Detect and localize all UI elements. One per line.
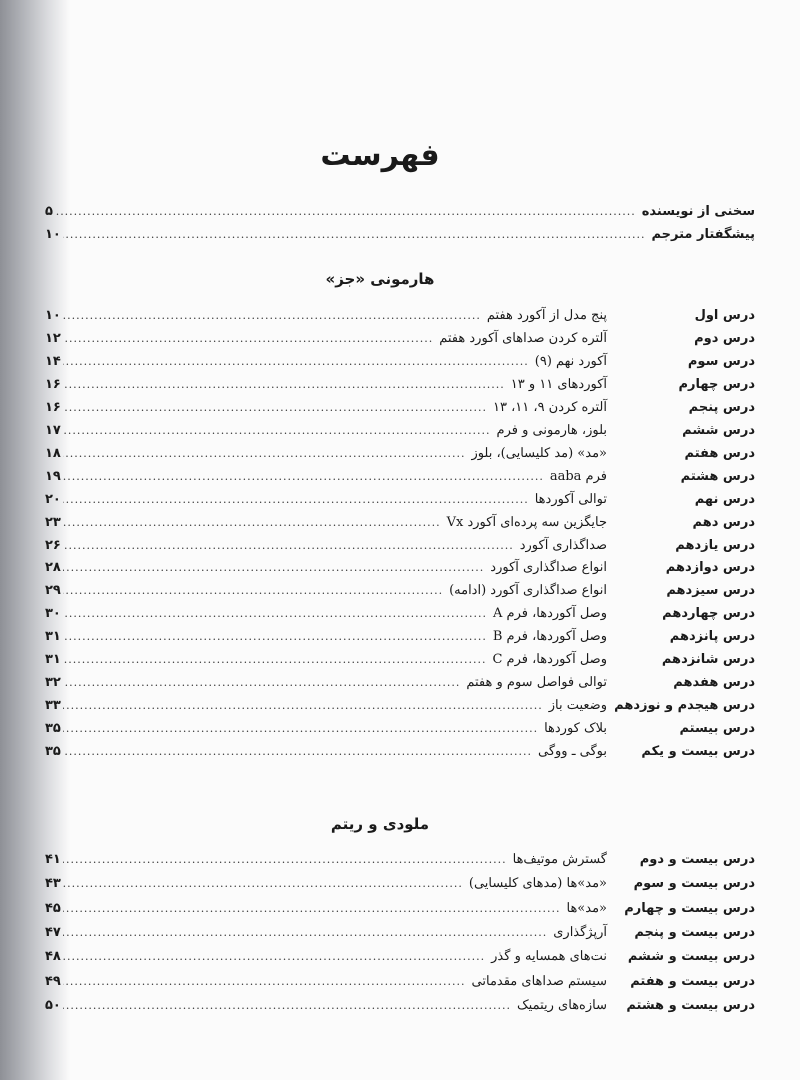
page-number: ۲۳ [45,515,61,530]
lesson-label: درس اول [694,308,755,323]
lesson-label: درس یازدهم [675,538,755,553]
toc-entry [45,375,755,395]
page-number: ۴۸ [45,949,61,964]
toc-entry [45,696,755,716]
dot-leader [63,444,466,464]
dot-leader [63,329,433,349]
page-number: ۱۰ [45,308,61,323]
lesson-topic: آلتره کردن ۹، ۱۱، ۱۳ [492,400,607,415]
dot-leader [63,996,511,1016]
lesson-topic: انواع صداگذاری آکورد (ادامه) [449,583,607,598]
dot-leader [63,375,505,395]
toc-entry [45,996,755,1016]
lesson-label: درس سیزدهم [666,583,755,598]
dot-leader [63,306,481,326]
page-number: ۲۹ [45,583,61,598]
dot-leader [55,202,636,222]
lesson-label: درس بیست و سوم [633,876,755,891]
page-number: ۲۶ [45,538,61,553]
dot-leader [63,467,544,487]
preface-entry [45,202,755,222]
lesson-topic: گسترش موتیف‌ها [512,852,607,867]
dot-leader [63,742,532,762]
dot-leader [63,923,547,943]
toc-entry [45,329,755,349]
lesson-topic: «مد»ها [566,901,607,916]
toc-entry [45,923,755,943]
lesson-label: درس نهم [694,492,755,507]
dot-leader [63,536,514,556]
preface-label: سخنی از نویسنده [641,204,755,219]
dot-leader [63,850,507,870]
toc-entry [45,899,755,919]
page-number: ۵ [45,204,53,219]
page-number: ۴۹ [45,974,61,989]
toc-entry [45,874,755,894]
page-number: ۴۱ [45,852,61,867]
toc-entry [45,742,755,762]
lesson-topic: انواع صداگذاری آکورد [490,560,607,575]
lesson-topic: وضعیت باز [548,698,607,713]
page-number: ۴۳ [45,876,61,891]
dot-leader [63,650,487,670]
page-number: ۱۲ [45,331,61,346]
toc-entry [45,444,755,464]
toc-entry [45,306,755,326]
lesson-label: درس ششم [682,423,755,438]
lesson-topic: «مد» (مد کلیسایی)، بلوز [471,446,607,461]
dot-leader [63,947,485,967]
toc-entry [45,398,755,418]
page-number: ۱۹ [45,469,61,484]
lesson-topic: وصل آکوردها، فرم B [492,629,607,644]
lesson-label: درس چهارم [678,377,755,392]
lesson-topic: بوگی ـ ووگی [537,744,607,759]
lesson-label: درس بیست و هفتم [630,974,755,989]
lesson-label: درس پانزدهم [669,629,755,644]
dot-leader [63,604,487,624]
lesson-label: درس دوم [694,331,755,346]
toc-entry [45,467,755,487]
page-number: ۳۲ [45,675,61,690]
lesson-label: درس بیست و چهارم [624,901,755,916]
toc-entry [45,673,755,693]
lesson-topic: آکوردهای ۱۱ و ۱۳ [510,377,607,392]
dot-leader [63,398,487,418]
page-number: ۱۶ [45,377,61,392]
lesson-label: درس شانزدهم [661,652,755,667]
toc-entry [45,650,755,670]
lesson-label: درس بیستم [679,721,755,736]
lesson-topic: توالی فواصل سوم و هفتم [466,675,607,690]
page-number: ۲۰ [45,492,61,507]
preface-label: پیشگفتار مترجم [651,227,755,242]
lesson-label: درس بیست و ششم [627,949,755,964]
page-number: ۱۸ [45,446,61,461]
page-number: ۱۴ [45,354,61,369]
toc-entry [45,604,755,624]
preface-entry [45,225,755,245]
lesson-topic: «مد»ها (مدهای کلیسایی) [468,876,607,891]
page-number: ۱۰ [45,227,61,242]
lesson-label: درس دوازدهم [665,560,755,575]
page-number: ۲۸ [45,560,61,575]
page-number: ۳۳ [45,698,61,713]
lesson-label: درس بیست و پنجم [634,925,755,940]
toc-entry [45,558,755,578]
lesson-topic: پنج مدل از آکورد هفتم [486,308,607,323]
dot-leader [63,627,487,647]
page-number: ۳۵ [45,744,61,759]
lesson-topic: توالی آکوردها [534,492,607,507]
section-heading: هارمونی «جز» [325,270,435,288]
section-heading: ملودی و ریتم [330,815,430,833]
toc-entry [45,972,755,992]
toc-entry [45,513,755,533]
toc-entry [45,490,755,510]
lesson-topic: صداگذاری آکورد [519,538,607,553]
dot-leader [63,719,538,739]
lesson-topic: آکورد نهم (۹) [534,354,607,369]
lesson-topic: جایگزین سه پرده‌ای آکورد Vx [446,515,607,530]
dot-leader [63,513,441,533]
page-number: ۴۷ [45,925,61,940]
lesson-topic: نت‌های همسایه و گذر [491,949,607,964]
page-number: ۳۰ [45,606,61,621]
lesson-label: درس دهم [692,515,755,530]
toc-entry [45,536,755,556]
lesson-label: درس چهاردهم [662,606,755,621]
dot-leader [63,225,646,245]
lesson-label: درس هشتم [680,469,755,484]
toc-entry [45,947,755,967]
dot-leader [63,558,484,578]
lesson-topic: آلتره کردن صداهای آکورد هفتم [439,331,607,346]
lesson-topic: سیستم صداهای مقدماتی [471,974,607,989]
lesson-label: درس هفتم [684,446,755,461]
toc-entry [45,421,755,441]
page-number: ۵۰ [45,998,61,1013]
page-number: ۳۵ [45,721,61,736]
dot-leader [63,352,529,372]
lesson-topic: بلاک کوردها [544,721,607,736]
lesson-label: درس سوم [687,354,755,369]
page-number: ۱۷ [45,423,61,438]
toc-entry [45,850,755,870]
lesson-label: درس هیجدم و نوزدهم [614,698,755,713]
dot-leader [63,972,466,992]
lesson-label: درس بیست و دوم [639,852,755,867]
dot-leader [63,673,460,693]
lesson-label: درس پنجم [688,400,755,415]
toc-entry [45,719,755,739]
lesson-topic: بلوز، هارمونی و فرم [496,423,607,438]
lesson-topic: سازه‌های ریتمیک [517,998,607,1013]
page-number: ۱۶ [45,400,61,415]
lesson-topic: وصل آکوردها، فرم A [493,606,607,621]
dot-leader [63,581,443,601]
page-number: ۴۵ [45,901,61,916]
lesson-label: درس بیست و هشتم [626,998,755,1013]
lesson-topic: وصل آکوردها، فرم C [492,652,607,667]
page-title: فهرست [320,138,440,173]
toc-entry [45,352,755,372]
dot-leader [63,490,529,510]
page-number: ۳۱ [45,652,61,667]
lesson-topic: فرم aaba [549,469,607,484]
lesson-label: درس بیست و یکم [641,744,755,759]
lesson-label: درس هفدهم [673,675,755,690]
dot-leader [63,696,543,716]
toc-entry [45,581,755,601]
dot-leader [63,899,561,919]
page-number: ۳۱ [45,629,61,644]
dot-leader [63,421,491,441]
lesson-topic: آرپژگذاری [553,925,607,940]
dot-leader [63,874,463,894]
toc-entry [45,627,755,647]
